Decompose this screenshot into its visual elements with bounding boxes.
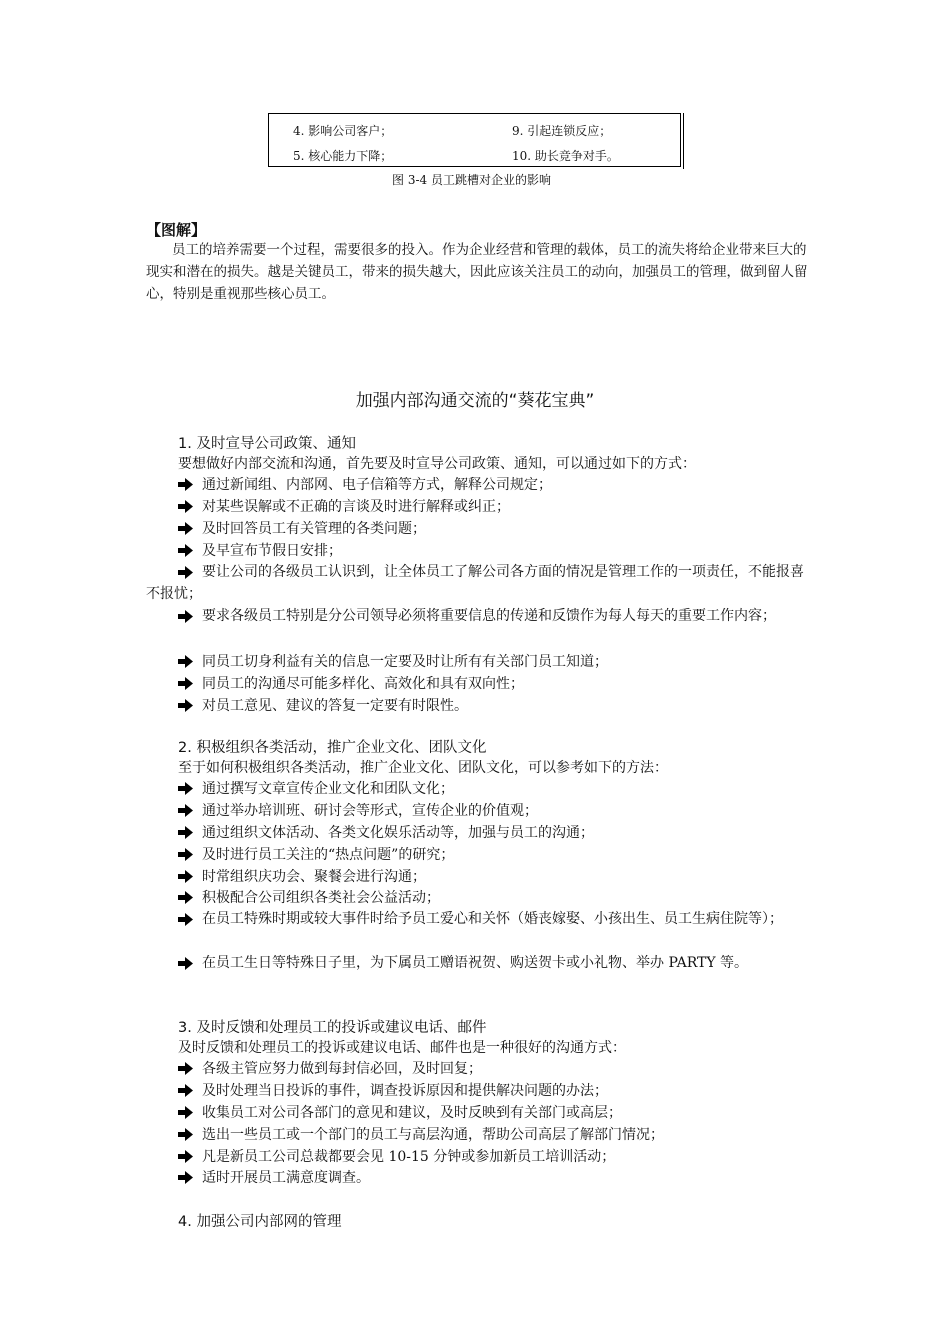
table-cell: 4. 影响公司客户； — [293, 124, 393, 138]
section-heading: 2. 积极组织各类活动，推广企业文化、团队文化 — [178, 740, 487, 756]
section-heading: 4. 加强公司内部网的管理 — [178, 1214, 342, 1230]
section-intro: 至于如何积极组织各类活动，推广企业文化、团队文化，可以参考如下的方法： — [178, 760, 668, 776]
arrow-bullet-icon — [178, 804, 193, 817]
arrow-bullet-icon — [178, 500, 193, 513]
arrow-bullet-icon — [178, 1062, 193, 1075]
list-item: 在员工特殊时期或较大事件时给予员工爱心和关怀（婚丧嫁娶、小孩出生、员工生病住院等）； — [146, 908, 812, 930]
arrow-bullet-icon — [178, 677, 193, 690]
list-item: 及时处理当日投诉的事件，调查投诉原因和提供解决问题的办法； — [178, 1080, 608, 1100]
table-border — [683, 113, 684, 169]
list-item: 各级主管应努力做到每封信必回，及时回复； — [178, 1058, 482, 1078]
arrow-bullet-icon — [178, 1171, 193, 1184]
arrow-bullet-icon — [178, 913, 193, 926]
list-item: 时常组织庆功会、聚餐会进行沟通； — [178, 866, 426, 886]
table-cell: 10. 助长竞争对手。 — [512, 149, 619, 163]
list-item: 适时开展员工满意度调查。 — [178, 1167, 370, 1187]
section-heading: 3. 及时反馈和处理员工的投诉或建议电话、邮件 — [178, 1020, 487, 1036]
figure-caption: 图 3-4 员工跳槽对企业的影响 — [392, 173, 551, 187]
list-item: 对某些误解或不正确的言谈及时进行解释或纠正； — [178, 496, 510, 516]
list-item: 积极配合公司组织各类社会公益活动； — [178, 887, 440, 907]
page-title: 加强内部沟通交流的“葵花宝典” — [355, 391, 595, 411]
arrow-bullet-icon — [178, 826, 193, 839]
tujie-heading: 【图解】 — [146, 221, 207, 239]
list-item: 通过新闻组、内部网、电子信箱等方式，解释公司规定； — [178, 474, 552, 494]
arrow-bullet-icon — [178, 782, 193, 795]
arrow-bullet-icon — [178, 957, 193, 970]
list-item: 在员工生日等特殊日子里，为下属员工赠语祝贺、购送贺卡或小礼物、举办 PARTY 等。 — [146, 952, 812, 974]
list-item: 同员工切身利益有关的信息一定要及时让所有有关部门员工知道； — [178, 651, 608, 671]
arrow-bullet-icon — [178, 848, 193, 861]
list-item: 要求各级员工特别是分公司领导必须将重要信息的传递和反馈作为每人每天的重要工作内容； — [146, 605, 812, 627]
arrow-bullet-icon — [178, 699, 193, 712]
arrow-bullet-icon — [178, 1150, 193, 1163]
table-border — [680, 113, 681, 167]
list-item: 收集员工对公司各部门的意见和建议，及时反映到有关部门或高层； — [178, 1102, 622, 1122]
list-item: 对员工意见、建议的答复一定要有时限性。 — [178, 695, 468, 715]
list-item: 及早宣布节假日安排； — [178, 540, 342, 560]
section-intro: 及时反馈和处理员工的投诉或建议电话、邮件也是一种很好的沟通方式： — [178, 1040, 626, 1056]
arrow-bullet-icon — [178, 478, 193, 491]
arrow-bullet-icon — [178, 870, 193, 883]
list-item: 通过组织文体活动、各类文化娱乐活动等，加强与员工的沟通； — [178, 822, 594, 842]
arrow-bullet-icon — [178, 655, 193, 668]
tujie-paragraph: 员工的培养需要一个过程，需要很多的投入。作为企业经营和管理的载体，员工的流失将给企业带来巨大的现实和潜在的损失。越是关键员工，带来的损失越大，因此应该关注员工的动向，加强员工的管理，做到留人留心，特别是重视那些核心员工。 — [146, 242, 808, 302]
list-item: 凡是新员工公司总裁都要会见 10-15 分钟或参加新员工培训活动； — [178, 1146, 615, 1166]
arrow-bullet-icon — [178, 1106, 193, 1119]
list-item: 通过撰写文章宣传企业文化和团队文化； — [178, 778, 454, 798]
table-cell: 9. 引起连锁反应； — [512, 124, 612, 138]
table-cell: 5. 核心能力下降； — [293, 149, 393, 163]
arrow-bullet-icon — [178, 544, 193, 557]
arrow-bullet-icon — [178, 566, 193, 579]
section-heading: 1. 及时宣导公司政策、通知 — [178, 436, 356, 452]
section-intro: 要想做好内部交流和沟通，首先要及时宣导公司政策、通知，可以通过如下的方式： — [178, 456, 696, 472]
arrow-bullet-icon — [178, 1128, 193, 1141]
arrow-bullet-icon — [178, 522, 193, 535]
arrow-bullet-icon — [178, 891, 193, 904]
arrow-bullet-icon — [178, 1084, 193, 1097]
list-item: 及时回答员工有关管理的各类问题； — [178, 518, 426, 538]
list-item: 通过举办培训班、研讨会等形式，宣传企业的价值观； — [178, 800, 538, 820]
list-item: 选出一些员工或一个部门的员工与高层沟通，帮助公司高层了解部门情况； — [178, 1124, 664, 1144]
list-item: 同员工的沟通尽可能多样化、高效化和具有双向性； — [178, 673, 524, 693]
list-item: 及时进行员工关注的“热点问题”的研究； — [178, 844, 454, 864]
list-item: 要让公司的各级员工认识到，让全体员工了解公司各方面的情况是管理工作的一项责任，不能报喜不报忧； — [146, 564, 804, 602]
arrow-bullet-icon — [178, 610, 193, 623]
